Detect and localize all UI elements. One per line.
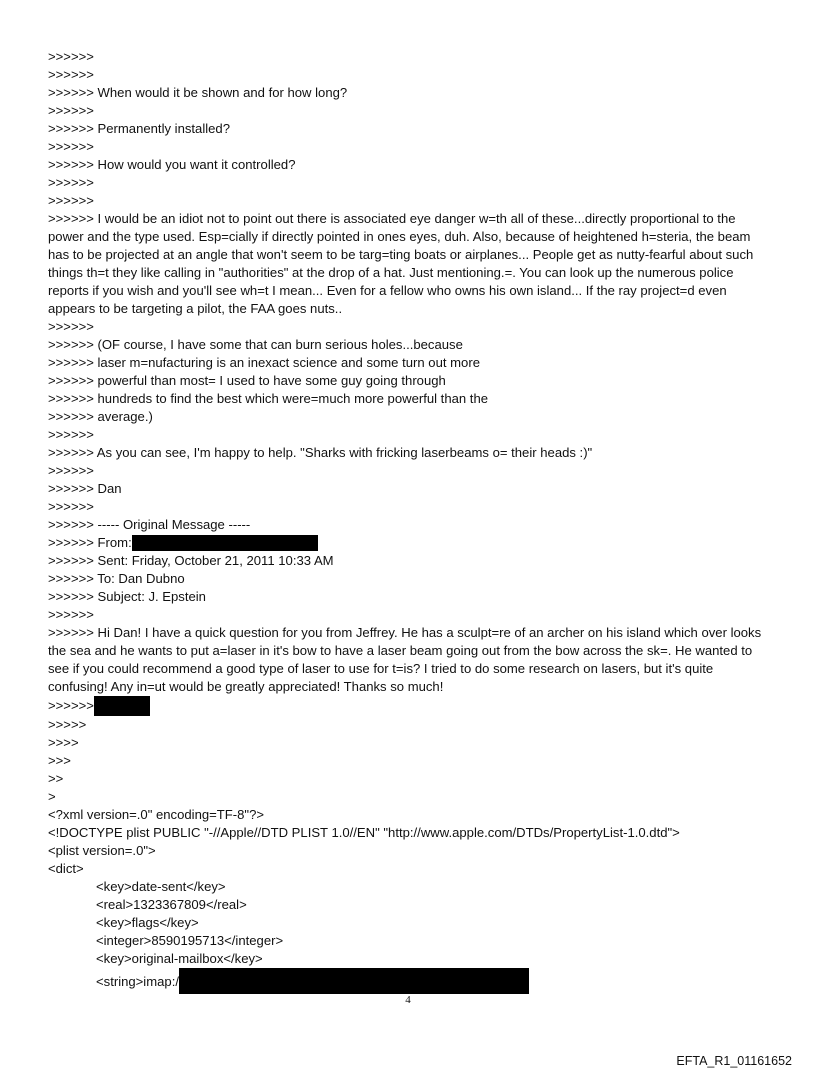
text-line: >>>>>> [48,175,94,190]
text-line: <dict> [48,861,84,876]
quoted-reply-body [48,48,768,534]
text-line: >>>>>> [48,193,94,208]
signature-line [48,696,768,716]
redaction-box [179,968,529,994]
plist-entries [48,878,768,968]
text-line: >>>> [48,735,79,750]
text-line: >>>>>> laser m=nufacturing is an inexact science and some turn out more [48,355,480,370]
text-line: >>>>>> When would it be shown and for how long? [48,85,348,100]
from-line [48,534,768,552]
text-line: >>>>>> average.) [48,409,153,424]
signature-prefix: >>>>>> [48,698,94,713]
bates-number: EFTA_R1_01161652 [676,1054,792,1068]
text-line: >> [48,771,64,786]
from-label: >>>>>> From: [48,535,132,550]
text-line: >>>>> [48,717,87,732]
text-line: <key>original-mailbox</key> [96,951,263,966]
text-line: <!DOCTYPE plist PUBLIC "-//Apple//DTD PLIST 1.0//EN" "http://www.apple.com/DTDs/PropertyList-1.0.dtd"> [48,825,680,840]
text-line: >>>>>> Dan [48,481,122,496]
page-number: 4 [405,994,411,1006]
text-line: <integer>8590195713</integer> [96,933,284,948]
text-line: >>>>>> [48,49,94,64]
text-line: >>>>>> [48,499,94,514]
text-line: > [48,789,56,804]
text-line: >>>>>> Permanently installed? [48,121,230,136]
text-line: >>>>>> Subject: J. Epstein [48,589,206,604]
text-line: <key>flags</key> [96,915,199,930]
text-line: >>>>>> As you can see, I'm happy to help. "Sharks with fricking laserbeams o= their heads :)" [48,445,593,460]
original-message-headers [48,552,768,696]
text-line: >>>>>> Sent: Friday, October 21, 2011 10:33 AM [48,553,334,568]
text-line: >>>>>> To: Dan Dubno [48,571,185,586]
text-line: >>>>>> Hi Dan! I have a quick question for you from Jeffrey. He has a sculpt=re of an archer on his island which over looks the sea and he wants to put a=laser in it's bow to have a laser beam going out from the bow across the sk=. He wanted to see if you could recommend a good type of laser to use for t=is? I tried to do some research on lasers, but it's quite confusing! Any in=ut would be greatly appreciated! Thanks so much! [48,625,765,694]
text-line: >>>>>> powerful than most= I used to have some guy going through [48,373,446,388]
text-line: >>>>>> I would be an idiot not to point out there is associated eye danger w=th all of these...directly proportional to the power and the type used. Esp=cially if directly pointed in ones eyes, duh. Also, because of heightened h=steria, the beam has to be projected at an angle that won't seem to be targ=ting boats or airplanes... People get as nutty-fearful about such things th=t they like calling in "authorities" at the drop of a hat. Just mentioning.=. You can look up the numerous police reports if you wish and you'll see wh=t I mean... Even for a fellow who owns his own island... If the ray project=d even appears to be targeting a pilot, the FAA goes nuts.. [48,211,757,316]
redaction-box [94,696,150,716]
text-line: <plist version=.0"> [48,843,156,858]
text-line: >>>>>> [48,319,94,334]
text-line: >>>>>> ----- Original Message ----- [48,517,251,532]
email-document [48,48,768,994]
text-line: >>>>>> [48,139,94,154]
text-line: >>>>>> hundreds to find the best which were=much more powerful than the [48,391,489,406]
text-line: >>> [48,753,71,768]
plist-string-line [48,968,768,994]
imap-string-prefix: <string>imap:/ [96,974,179,989]
text-line: >>>>>> (OF course, I have some that can burn serious holes...because [48,337,463,352]
text-line: >>>>>> How would you want it controlled? [48,157,296,172]
text-line: >>>>>> [48,463,94,478]
text-line: >>>>>> [48,427,94,442]
text-line: >>>>>> [48,607,94,622]
text-line: <real>1323367809</real> [96,897,247,912]
trailing-quote-markers [48,716,768,878]
text-line: >>>>>> [48,67,94,82]
text-line: >>>>>> [48,103,94,118]
redaction-box [132,535,318,551]
text-line: <?xml version=.0" encoding=TF-8"?> [48,807,265,822]
text-line: <key>date-sent</key> [96,879,226,894]
